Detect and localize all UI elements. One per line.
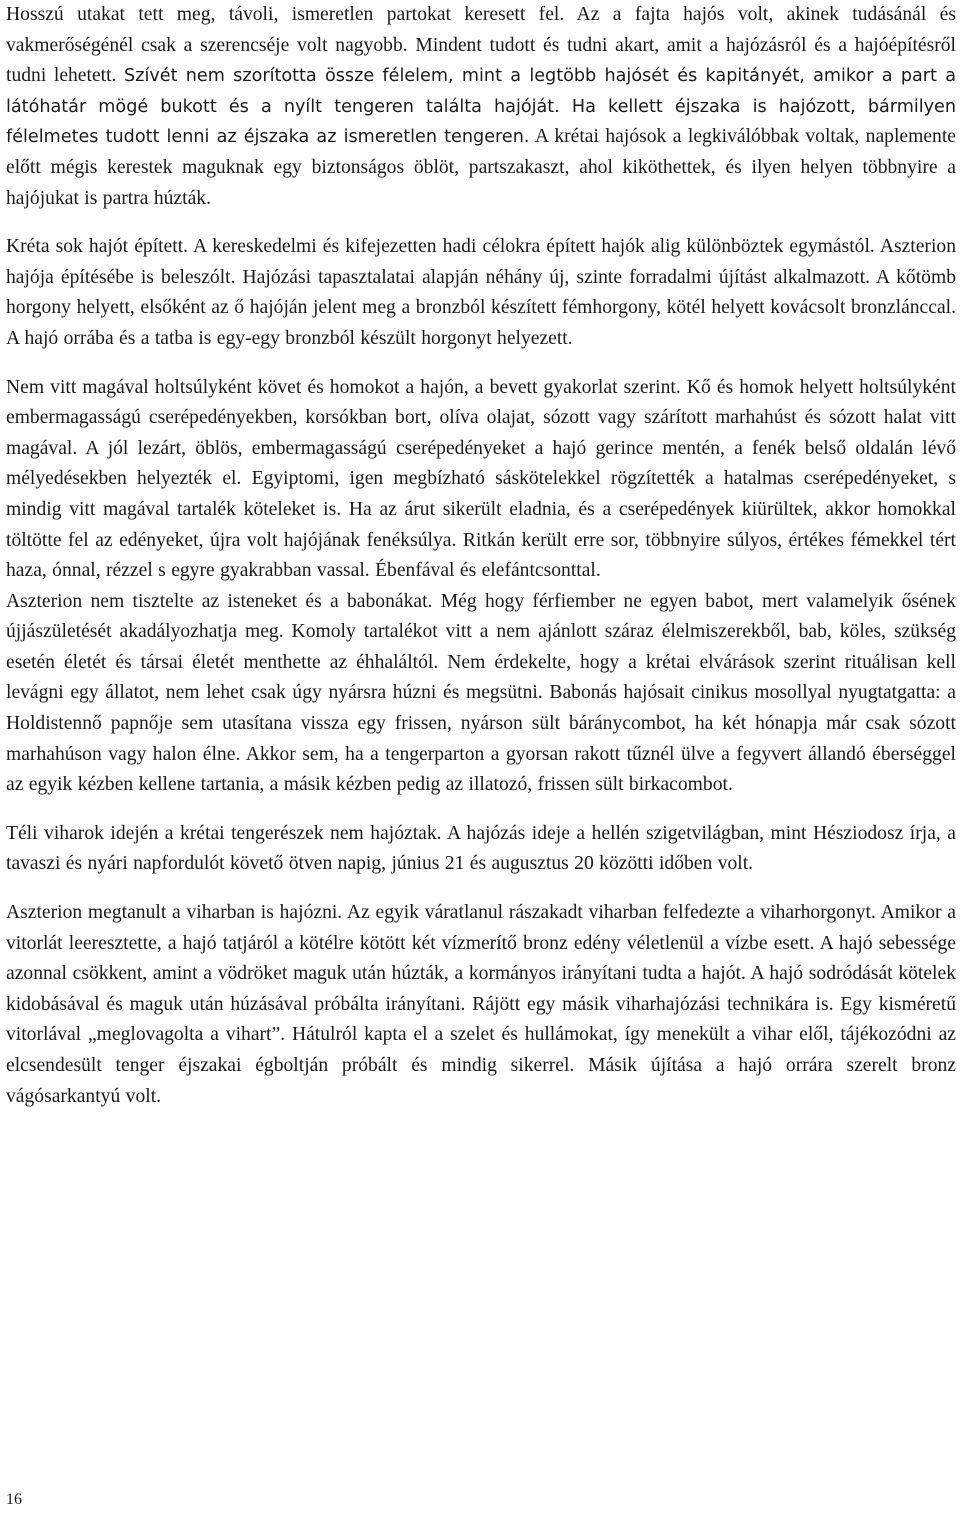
paragraph-voyages-fearless: Szívét nem szorította össze félelem, mint a legtöbb hajósét és kapitányét, amikor a part a látóhatár mögé bukott és a nyílt tengeren találta hajóját. Ha kellett éjszaka is hajózott, bármilyen félelmetes tudott lenni az éjszaka az ismeretlen tengeren. <box>6 66 956 148</box>
paragraph-shipbuilding <box>6 232 956 354</box>
paragraph-storm-sailing <box>6 898 956 1112</box>
paragraph-ballast-text: Nem vitt magával holtsúlyként követ és homokot a hajón, a bevett gyakorlat szerint. Kő és homok helyett holtsúlyként embermagasságú cserépedényekben, korsókban bort, olíva olajat, sózott vagy szárított marhahúst és sózott halat vitt magával. A jól lezárt, öblös, embermagasságú cserépedényeket a hajó gerince mentén, a fenék belső oldalán lévő mélyedésekben helyezték el. Egyiptomi, igen megbízható sáskötelekkel rögzítették a hatalmas cserépedényeket, s mindig vitt magával tartalék köteleket is. Ha az árut sikerült eladnia, és a cserépedények kiürültek, akkor homokkal töltötte fel az edényeket, újra volt hajójának fenéksúlya. Ritkán került erre sor, többnyire súlyos, értékes fémekkel tért haza, ónnal, rézzel s egyre gyakrabban vassal. Ébenfával és elefántcsonttal. <box>6 376 956 582</box>
paragraph-voyages <box>6 0 956 214</box>
paragraph-storm-sailing-text: Aszterion megtanult a viharban is hajózni. Az egyik váratlanul rászakadt viharban felfedezte a viharhorgonyt. Amikor a vitorlát leeresztette, a hajó tatjáról a kötélre kötött két vízmerítő bronz edény véletlenül a vízbe esett. A hajó sebessége azonnal csökkent, amint a vödröket maguk után húzták, a kormányos irányítani tudta a hajót. A hajó sodródását kötelek kidobásával és maguk után húzásával próbálta irányítani. Rájött egy másik viharhajózási technikára is. Egy kisméretű vitorlával „meglovagolta a vihart”. Hátulról kapta el a szelet és hullámokat, így menekült a vihar elől, tájékozódni az elcsendesült tenger éjszakai égboltján próbált és mindig sikerrel. Másik újítása a hajó orrára szerelt bronz vágósarkantyú volt. <box>6 902 956 1107</box>
paragraph-sailing-season <box>6 819 956 880</box>
document-page <box>6 0 956 1112</box>
paragraph-shipbuilding-text: Kréta sok hajót épített. A kereskedelmi és kifejezetten hadi célokra épített hajók alig különböztek egymástól. Aszterion hajója építésébe is beleszólt. Hajózási tapasztalatai alapján néhány új, szinte forradalmi újítást alkalmazott. A kőtömb horgony helyett, elsőként az ő hajóján jelent meg a bronzból készített fémhorgony, kötél helyett kovácsolt bronzlánccal. A hajó orrába és a tatba is egy-egy bronzból készült horgonyt helyezett. <box>6 236 956 349</box>
paragraph-voyages-intro: Hosszú utakat tett meg, távoli, ismeretlen partokat keresett fel. Az a fajta hajós volt, akinek tudásánál és vakmerőségénél csak a szerencséje volt nagyobb. Mindent tudott és tudni akart, amit a hajózásról és a hajóépítésről tudni lehetett. <box>6 4 956 87</box>
paragraph-voyages-cretan-sailors: A krétai hajósok a legkiválóbbak voltak, naplemente előtt mégis kerestek maguknak egy biztonságos öblöt, partszakaszt, ahol kiköthettek, és ilyen helyen többnyire a hajójukat is partra húzták. <box>6 126 956 209</box>
paragraph-superstition <box>6 587 956 801</box>
paragraph-superstition-text: Aszterion nem tisztelte az isteneket és a babonákat. Még hogy férfiember ne egyen babot, mert valamelyik ősének újjászületését akadályozhatja meg. Komoly tartalékot vitt a nem ajánlott száraz élelmiszerekből, bab, köles, szükség esetén életét és társai életét menthette az éhhaláltól. Nem érdekelte, hogy a krétai elvárások szerint rituálisan kell levágni egy állatot, nem lehet csak úgy nyársra húzni és megsütni. Babonás hajósait cinikus mosollyal nyugtatgatta: a Holdistennő papnője sem utasítana vissza egy frissen, nyárson sült báránycombot, ha két hónapja már csak sózott marhahúson vagy halon élne. Akkor sem, ha a tengerparton a gyorsan rakott tűznél ülve a fegyvert állandó éberséggel az egyik kézben kellene tartania, a másik kézben pedig az illatozó, frissen sült birkacombot. <box>6 590 956 796</box>
paragraph-ballast <box>6 373 956 587</box>
page-number: 16 <box>6 1491 22 1508</box>
paragraph-sailing-season-text: Téli viharok idején a krétai tengerészek nem hajóztak. A hajózás ideje a hellén szigetvilágban, mint Hésziodosz írja, a tavaszi és nyári napfordulót követő ötven napig, június 21 és augusztus 20 közötti időben volt. <box>6 822 956 875</box>
